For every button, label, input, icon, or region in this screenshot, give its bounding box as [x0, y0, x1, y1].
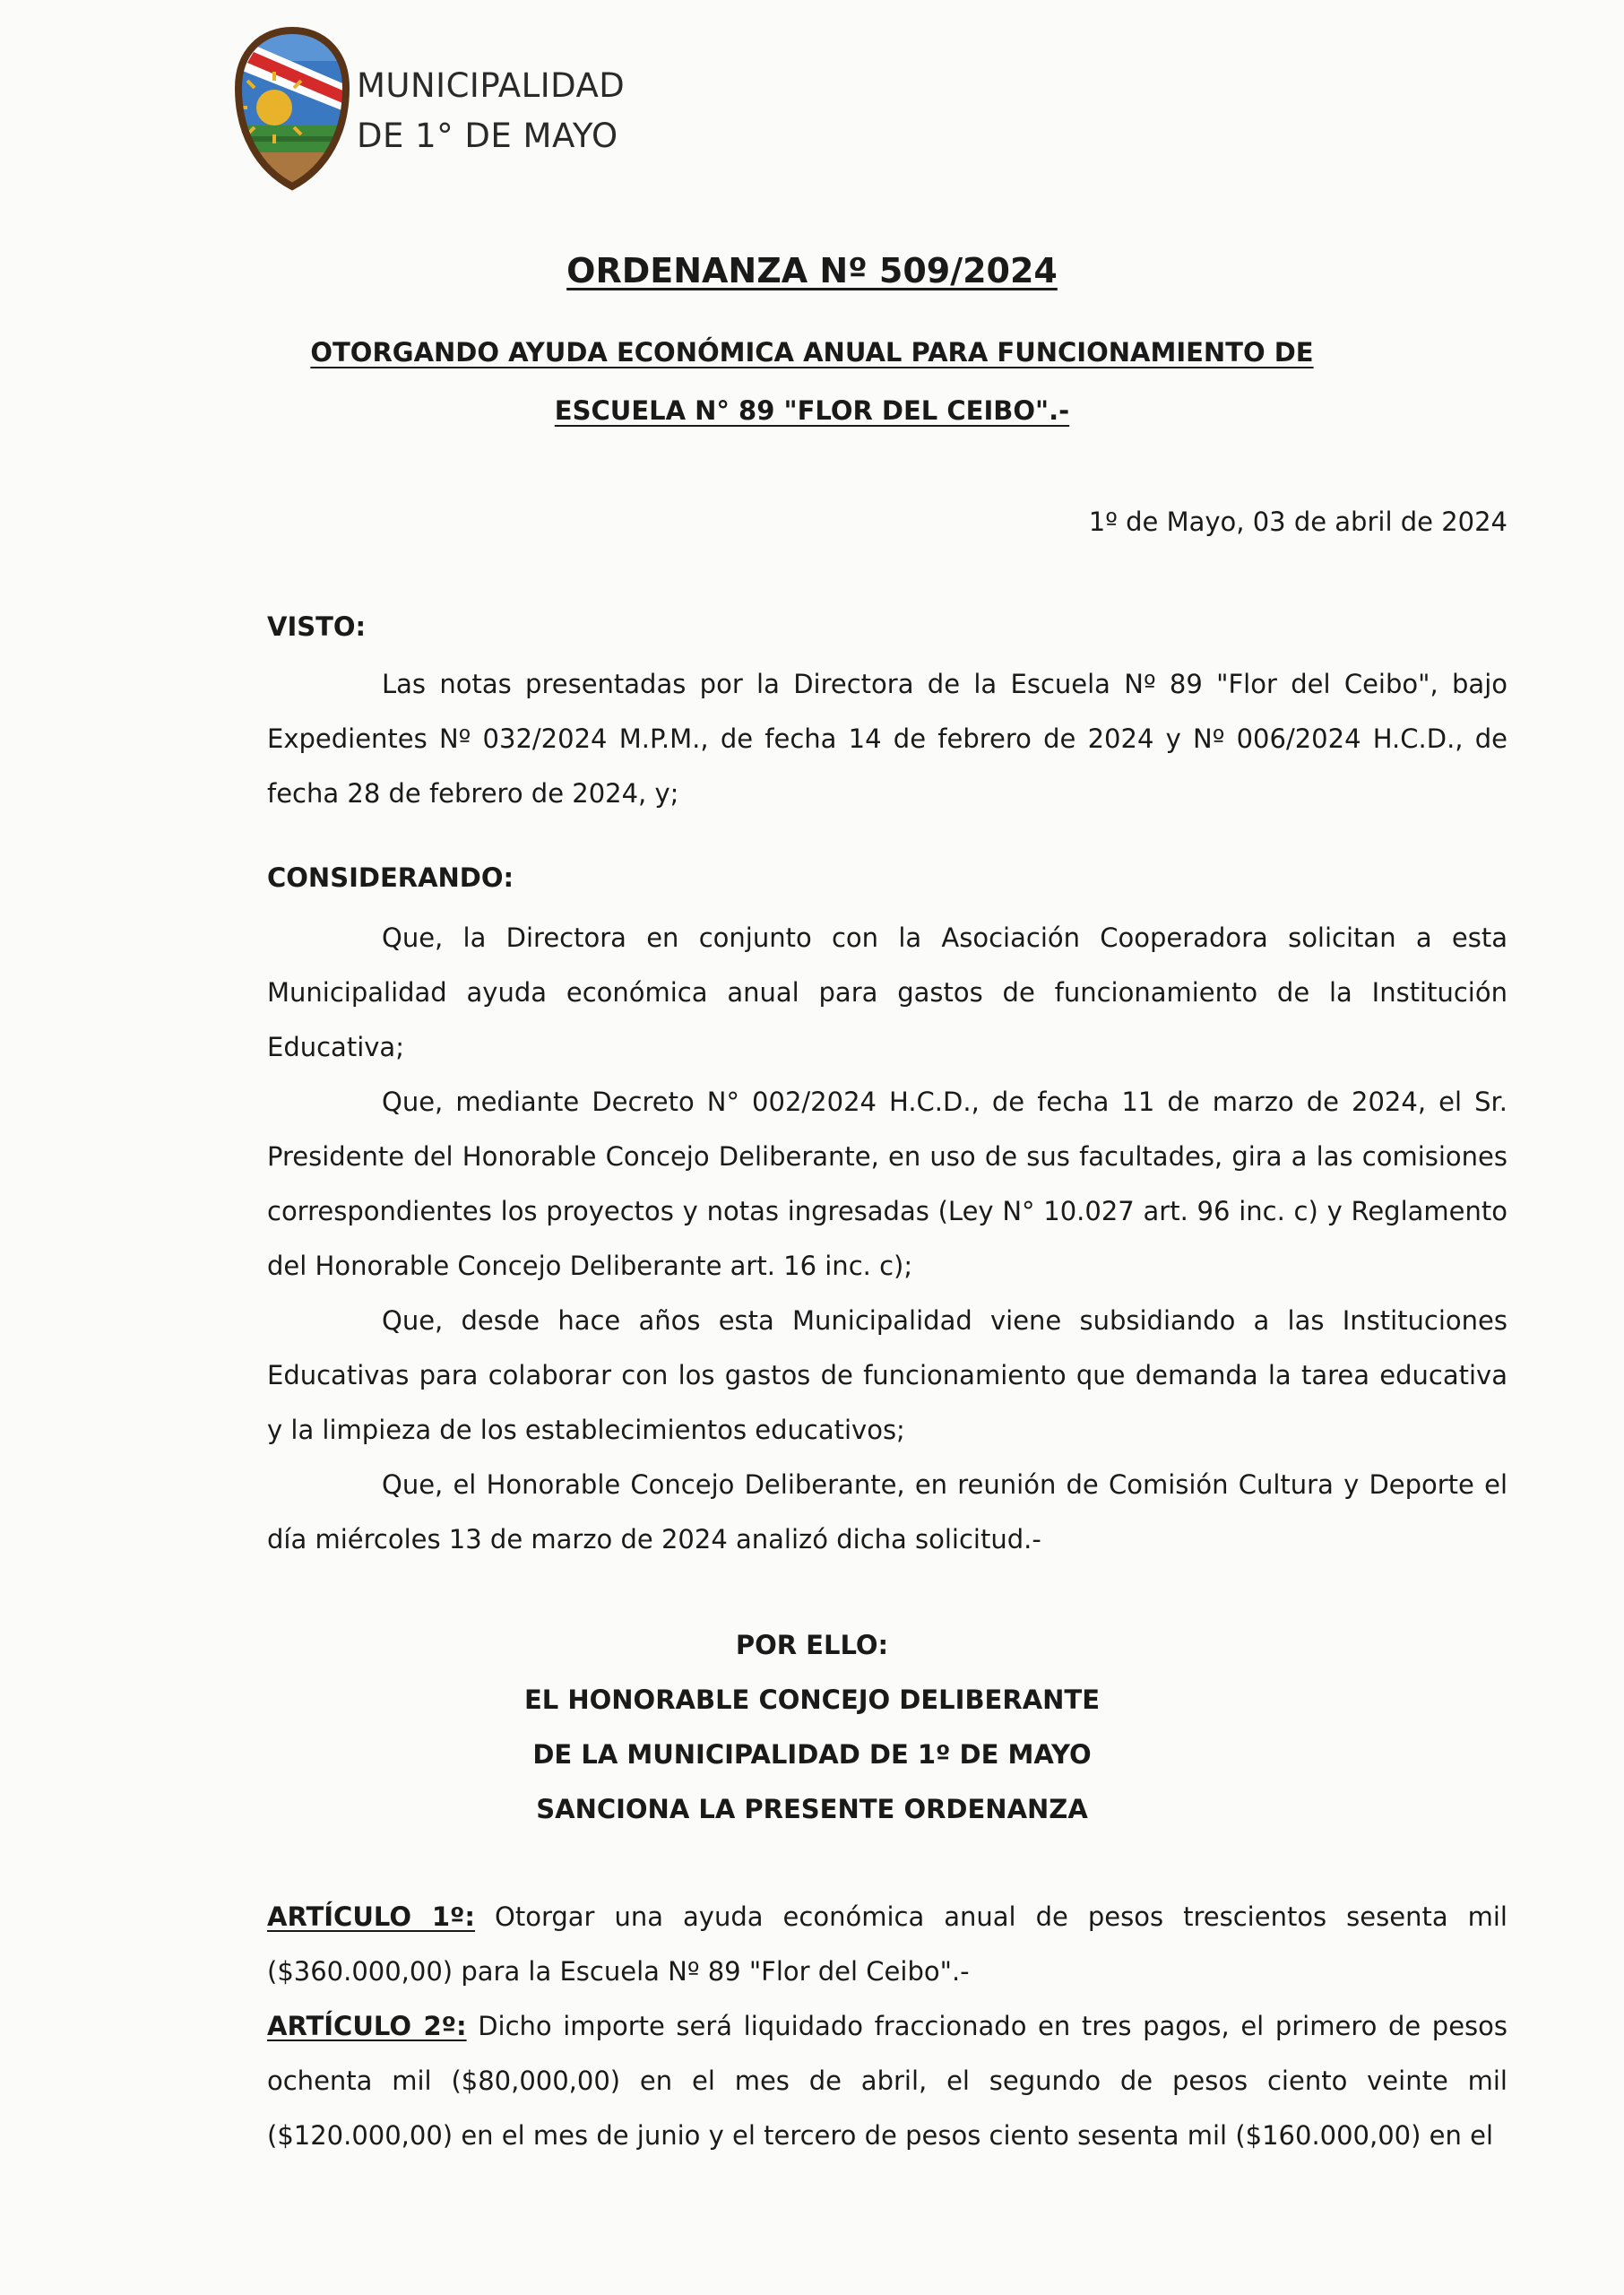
considerando-paragraph-2: Que, mediante Decreto N° 002/2024 H.C.D., de fecha 11 de marzo de 2024, el Sr. Presidente del Honorable Concejo Deliberante, en uso de sus facultades, gira a las comisiones correspondientes los proyectos y notas ingresadas (Ley N° 10.027 art. 96 inc. c) y Reglamento del Honorable Concejo Deliberante art. 16 inc. c);	[267, 1087, 1507, 1281]
considerando-heading: CONSIDERANDO:	[267, 862, 514, 893]
article-1	[267, 1890, 1507, 1999]
articles-section	[267, 1890, 1507, 2163]
considerando-paragraph-1: Que, la Directora en conjunto con la Asociación Cooperadora solicitan a esta Municipalidad ayuda económica anual para gastos de funcionamiento de la Institución Educativa;	[267, 922, 1507, 1062]
brand-line-1: MUNICIPALIDAD	[357, 66, 626, 105]
considerando-paragraph-4: Que, el Honorable Concejo Deliberante, en reunión de Comisión Cultura y Deporte el día miércoles 13 de marzo de 2024 analizó dicha solicitud.-	[267, 1469, 1507, 1555]
brand-line-2: DE 1° DE MAYO	[357, 117, 618, 155]
ordinance-subtitle-line-1: OTORGANDO AYUDA ECONÓMICA ANUAL PARA FUNCIONAMIENTO DE	[310, 337, 1314, 368]
enactment-formula	[0, 1618, 1624, 1837]
article-2	[267, 1999, 1507, 2163]
municipal-seal-logo	[231, 25, 353, 192]
article-2-text: Dicho importe será liquidado fraccionado en tres pagos, el primero de pesos ochenta mil ($80,000,00) en el mes de abril, el segundo de pesos ciento veinte mil ($120.000,00) en el mes de junio y el tercero de pesos ciento sesenta mil ($160.000,00) en el	[267, 2011, 1507, 2151]
council-line: EL HONORABLE CONCEJO DELIBERANTE	[523, 1684, 1101, 1715]
municipality-name	[357, 61, 625, 161]
por-ello-line: POR ELLO:	[735, 1630, 889, 1660]
document-date: 1º de Mayo, 03 de abril de 2024	[1088, 507, 1507, 537]
article-1-label: ARTÍCULO 1º:	[267, 1901, 475, 1932]
article-2-label: ARTÍCULO 2º:	[267, 2011, 467, 2041]
letterhead	[231, 25, 697, 195]
sanciona-line: SANCIONA LA PRESENTE ORDENANZA	[536, 1794, 1088, 1824]
municipality-line: DE LA MUNICIPALIDAD DE 1º DE MAYO	[532, 1739, 1092, 1770]
article-1-text: Otorgar una ayuda económica anual de pesos trescientos sesenta mil ($360.000,00) para la Escuela Nº 89 "Flor del Ceibo".-	[267, 1901, 1507, 1987]
considerando-section	[267, 911, 1507, 1567]
ordinance-number: ORDENANZA Nº 509/2024	[566, 251, 1058, 290]
considerando-paragraph-3: Que, desde hace años esta Municipalidad viene subsidiando a las Instituciones Educativas para colaborar con los gastos de funcionamiento que demanda la tarea educativa y la limpieza de los establecimientos educativos;	[267, 1305, 1507, 1445]
visto-section	[267, 657, 1507, 821]
visto-paragraph: Las notas presentadas por la Directora de la Escuela Nº 89 "Flor del Ceibo", bajo Expedientes Nº 032/2024 M.P.M., de fecha 14 de febrero de 2024 y Nº 006/2024 H.C.D., de fecha 28 de febrero de 2024, y;	[267, 669, 1507, 809]
ordinance-subtitle-line-2: ESCUELA N° 89 "FLOR DEL CEIBO".-	[554, 395, 1070, 426]
visto-heading: VISTO:	[267, 611, 367, 642]
